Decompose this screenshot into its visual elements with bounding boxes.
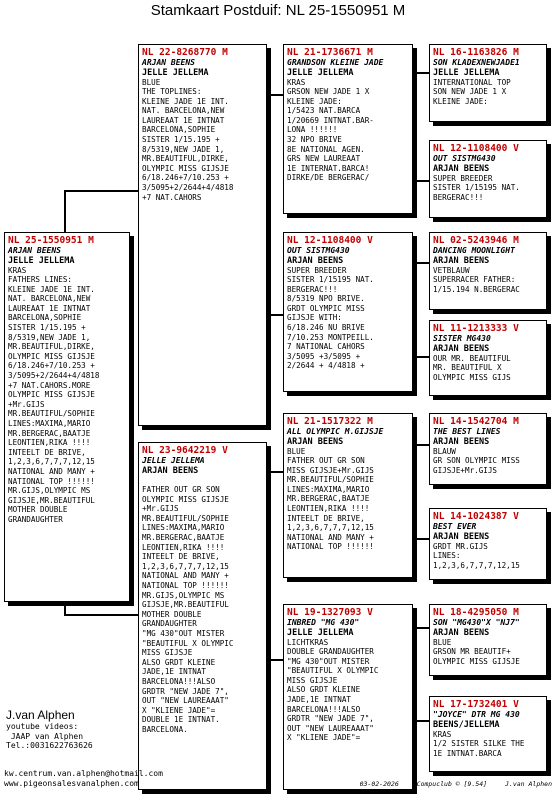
connector-line xyxy=(64,190,138,192)
pigeon-card-fff[interactable] xyxy=(429,44,547,122)
connector-line xyxy=(413,627,429,629)
pigeon-description: GRDT MR.GIJS LINES: 1,2,3,6,7,7,7,12,15 xyxy=(433,541,520,570)
pigeon-owner: ARJAN BEENS xyxy=(287,255,344,266)
pigeon-owner: ARJAN BEENS xyxy=(142,465,199,476)
pigeon-owner: JELLE JELLEMA xyxy=(433,67,500,78)
connector-line xyxy=(413,356,429,358)
connector-line xyxy=(64,602,66,614)
pigeon-name: ARJAN BEENS xyxy=(142,58,195,67)
pigeon-card-mff[interactable] xyxy=(429,413,547,485)
connector-line xyxy=(64,190,66,232)
pigeon-description: FATHER OUT GR SON OLYMPIC MISS GIJSJE +Mr.GIJS MR.BEAUTIFUL/SOPHIE LINES:MAXIMA,MARIO MR.BERGERAC,BAATJE LEONTIEN,RIKA !!!! INTEELT DE BRIVE, 1,2,3,6,7,7,7,12,15 NATIONAL AND MANY + NATIONAL TOP !!!!!! MR.GIJS,OLYMPIC MS GIJSJE,MR.BEAUTIFUL MOTHER DOUBLE GRANDAUGHTER "MG 430"OUT MISTER "BEAUTIFUL X OLYMPIC MISS GIJSJE ALSO GRDT KLEINE JADE,1E INTNAT BARCELONA!!!ALSO GRDTR "NEW JADE 7", OUT "NEW LAUREAAAT" X "KLIENE JADE"= DOUBLE 1E INTNAT. BARCELONA. xyxy=(142,485,234,734)
pigeon-description: BLUE FATHER OUT GR SON MISS GIJSJE+Mr.GIJS MR.BEAUTIFUL/SOPHIE LINES:MAXIMA,MARIO MR.BERGERAC,BAATJE LEONTIEN,RIKA !!!! INTEELT DE BRIVE, 1,2,3,6,7,7,7,12,15 NATIONAL AND MANY + NATIONAL TOP !!!!!! xyxy=(287,446,374,552)
pigeon-name: ALL OLYMPIC M.GIJSJE xyxy=(287,427,384,436)
connector-line xyxy=(413,262,429,264)
pigeon-card-fmm[interactable] xyxy=(429,320,547,396)
pigeon-name: OUT SISTMG430 xyxy=(287,246,350,255)
pigeon-name: SISTER MG430 xyxy=(433,334,491,343)
connector-line xyxy=(413,720,429,722)
ring-number: NL 14-1024387 V xyxy=(433,511,519,522)
pigeon-name: OUT SISTMG430 xyxy=(433,154,496,163)
pigeon-card-ffm[interactable] xyxy=(429,140,547,218)
pigeon-description: SUPER BREEDER SISTER 1/15195 NAT. BERGERAC!!! xyxy=(433,173,520,202)
pigeon-owner: ARJAN BEENS xyxy=(287,436,344,447)
pigeon-name: "JOYCE" DTR MG 430 xyxy=(433,710,520,719)
pigeon-owner: ARJAN BEENS xyxy=(433,436,490,447)
pigeon-owner: JELLE JELLEMA xyxy=(287,627,354,638)
ring-number: NL 19-1327093 V xyxy=(287,607,373,618)
pigeon-description: BLUE GRSON MR BEAUTIF+ OLYMPIC MISS GIJSJE xyxy=(433,637,520,666)
pigeon-owner: BEENS/JELLEMA xyxy=(433,719,500,730)
pigeon-name: DANCING MOONLIGHT xyxy=(433,246,515,255)
connector-line xyxy=(413,72,429,74)
pigeon-card-mm[interactable] xyxy=(283,604,413,790)
pigeon-name: ARJAN BEENS xyxy=(8,246,61,255)
pigeon-name: JELLE JELLEMA xyxy=(142,456,205,465)
pigeon-description: KRAS 1/2 SISTER SILKE THE 1E INTNAT.BARCA xyxy=(433,729,525,758)
pigeon-description: KRAS GRSON NEW JADE 1 X KLEINE JADE: 1/5423 NAT.BARCA 1/20669 INTNAT.BAR- LONA !!!!!! 32 NPO BRIVE 8E NATIONAL AGEN. GRS NEW LAUREAAT 1E INTERNAT.BARCA! DIRKE/DE BERGERAC/ xyxy=(287,77,374,183)
pigeon-description: LICHTKRAS DOUBLE GRANDAUGHTER "MG 430"OUT MISTER "BEAUTIFUL X OLYMPIC MISS GIJSJE ALSO GRDT KLEINE JADE,1E INTNAT BARCELONA!!!ALSO GRDTR "NEW JADE 7", OUT "NEW LAUREAAAT" X "KLIENE JADE"= xyxy=(287,637,379,743)
pigeon-owner: JELLE JELLEMA xyxy=(8,255,75,266)
ring-number: NL 12-1108400 V xyxy=(433,143,519,154)
ring-number: NL 23-9642219 V xyxy=(142,445,228,456)
pigeon-description: OUR MR. BEAUTIFUL MR. BEAUTIFUL X OLYMPIC MISS GIJS xyxy=(433,353,511,382)
ring-number: NL 18-4295050 M xyxy=(433,607,519,618)
youtube-name: JAAP van Alphen xyxy=(6,731,84,741)
connector-line xyxy=(267,94,283,96)
pigeon-description: VETBLAUW SUPERRACER FATHER: 1/15.194 N.BERGERAC xyxy=(433,265,520,294)
pigeon-card-mother[interactable] xyxy=(138,442,267,790)
ring-number: NL 17-1732401 V xyxy=(433,699,519,710)
pigeon-card-father[interactable] xyxy=(138,44,267,426)
page-title: Stamkaart Postduif: NL 25-1550951 M xyxy=(150,2,406,19)
pigeon-description: SUPER BREEDER SISTER 1/15195 NAT. BERGERAC!!! 8/5319 NPO BRIVE. GRDT OLYMPIC MISS GIJSJE WITH: 6/18.246 NU BRIVE 7/10.253 MONTPEILL. 7 NATIONAL CAHORS 3/5095 +3/5095 + 2/2644 + 4/4818 + xyxy=(287,265,374,371)
print-stamp xyxy=(0,780,556,788)
owner-name: J.van Alphen xyxy=(6,708,75,722)
pigeon-owner: ARJAN BEENS xyxy=(433,255,490,266)
pigeon-name: GRANDSON KLEINE JADE xyxy=(287,58,384,67)
connector-line xyxy=(267,659,283,661)
pigeon-name: INBRED "MG 430" xyxy=(287,618,360,627)
website-link[interactable]: www.pigeonsalesvanalphen.com xyxy=(4,778,139,788)
author-label: J.van Alphen xyxy=(505,780,552,788)
ring-number: NL 12-1108400 V xyxy=(287,235,373,246)
print-date: 03-02-2026 xyxy=(359,780,399,788)
connector-line xyxy=(413,538,429,540)
pigeon-description: KRAS FATHERS LINES: KLEINE JADE 1E INT. NAT. BARCELONA,NEW LAUREAAT 1E INTNAT BARCELONA,SOPHIE SISTER 1/15.195 + 8/5319,NEW JADE 1, MR.BEAUTIFUL,DIRKE, OLYMPIC MISS GIJSJE 6/18.246+7/10.253 + 3/5095+2/2644+4/4818 +7 NAT.CAHORS.MORE OLYMPIC MISS GIJSJE +Mr.GIJS MR.BEAUTIFUL/SOPHIE LINES:MAXIMA,MARIO MR.BERGERAC,BAATJE LEONTIEN,RIKA !!!! INTEELT DE BRIVE, 1,2,3,6,7,7,7,12,15 NATIONAL AND MANY + NATIONAL TOP !!!!!! MR.GIJS,OLYMPIC MS GIJSJE,MR.BEAUTIFUL MOTHER DOUBLE GRANDAUGHTER xyxy=(8,265,100,524)
pigeon-card-fm[interactable] xyxy=(283,232,413,392)
pigeon-card-subject[interactable] xyxy=(4,232,130,602)
connector-line xyxy=(413,444,429,446)
pigeon-owner: ARJAN BEENS xyxy=(433,531,490,542)
owner-info xyxy=(6,708,93,751)
pigeon-description: BLAUW GR SON OLYMPIC MISS GIJSJE+Mr.GIJS xyxy=(433,446,520,475)
pigeon-owner: ARJAN BEENS xyxy=(433,163,490,174)
ring-number: NL 21-1517322 M xyxy=(287,416,373,427)
pigeon-owner: ARJAN BEENS xyxy=(433,343,490,354)
pigeon-description: INTERNATIONAL TOP SON NEW JADE 1 X KLEINE JADE: xyxy=(433,77,511,106)
pigeon-name: THE BEST LINES xyxy=(433,427,501,436)
ring-number: NL 02-5243946 M xyxy=(433,235,519,246)
ring-number: NL 14-1542704 M xyxy=(433,416,519,427)
pigeon-card-mmf[interactable] xyxy=(429,604,547,676)
phone: Tel.:0031622763626 xyxy=(6,741,93,750)
pigeon-owner: JELLE JELLEMA xyxy=(142,67,209,78)
pigeon-owner: JELLE JELLEMA xyxy=(287,67,354,78)
connector-line xyxy=(267,471,283,473)
pigeon-card-mf[interactable] xyxy=(283,413,413,578)
ring-number: NL 25-1550951 M xyxy=(8,235,94,246)
ring-number: NL 11-1213333 V xyxy=(433,323,519,334)
connector-line xyxy=(267,314,283,316)
ring-number: NL 21-1736671 M xyxy=(287,47,373,58)
ring-number: NL 22-8268770 M xyxy=(142,47,228,58)
pigeon-description: BLUE THE TOPLINES: KLEINE JADE 1E INT. NAT. BARCELONA,NEW LAUREAAT 1E INTNAT BARCELONA,SOPHIE SISTER 1/15.195 + 8/5319,NEW JADE 1, MR.BEAUTIFUL,DIRKE, OLYMPIC MISS GIJSJE 6/18.246+7/10.253 + 3/5095+2/2644+4/4818 +7 NAT.CAHORS xyxy=(142,77,234,202)
connector-line xyxy=(413,180,429,182)
pigeon-name: BEST EVER xyxy=(433,522,477,531)
pigeon-name: SON "MG430"X "NJ7" xyxy=(433,618,520,627)
pigeon-card-mfm[interactable] xyxy=(429,508,547,580)
youtube-label: youtube videos: xyxy=(6,722,79,731)
pigeon-card-ff[interactable] xyxy=(283,44,413,214)
email-link[interactable]: kw.centrum.van.alphen@hotmail.com xyxy=(4,769,163,778)
pigeon-card-mmm[interactable] xyxy=(429,696,547,772)
connector-line xyxy=(64,614,138,616)
pigeon-owner: ARJAN BEENS xyxy=(433,627,490,638)
pigeon-card-fmf[interactable] xyxy=(429,232,547,310)
ring-number: NL 16-1163826 M xyxy=(433,47,519,58)
pigeon-name: SON KLADEXNEWJADE1 xyxy=(433,58,520,67)
software-label: Compuclub © [9.54] xyxy=(416,780,488,788)
